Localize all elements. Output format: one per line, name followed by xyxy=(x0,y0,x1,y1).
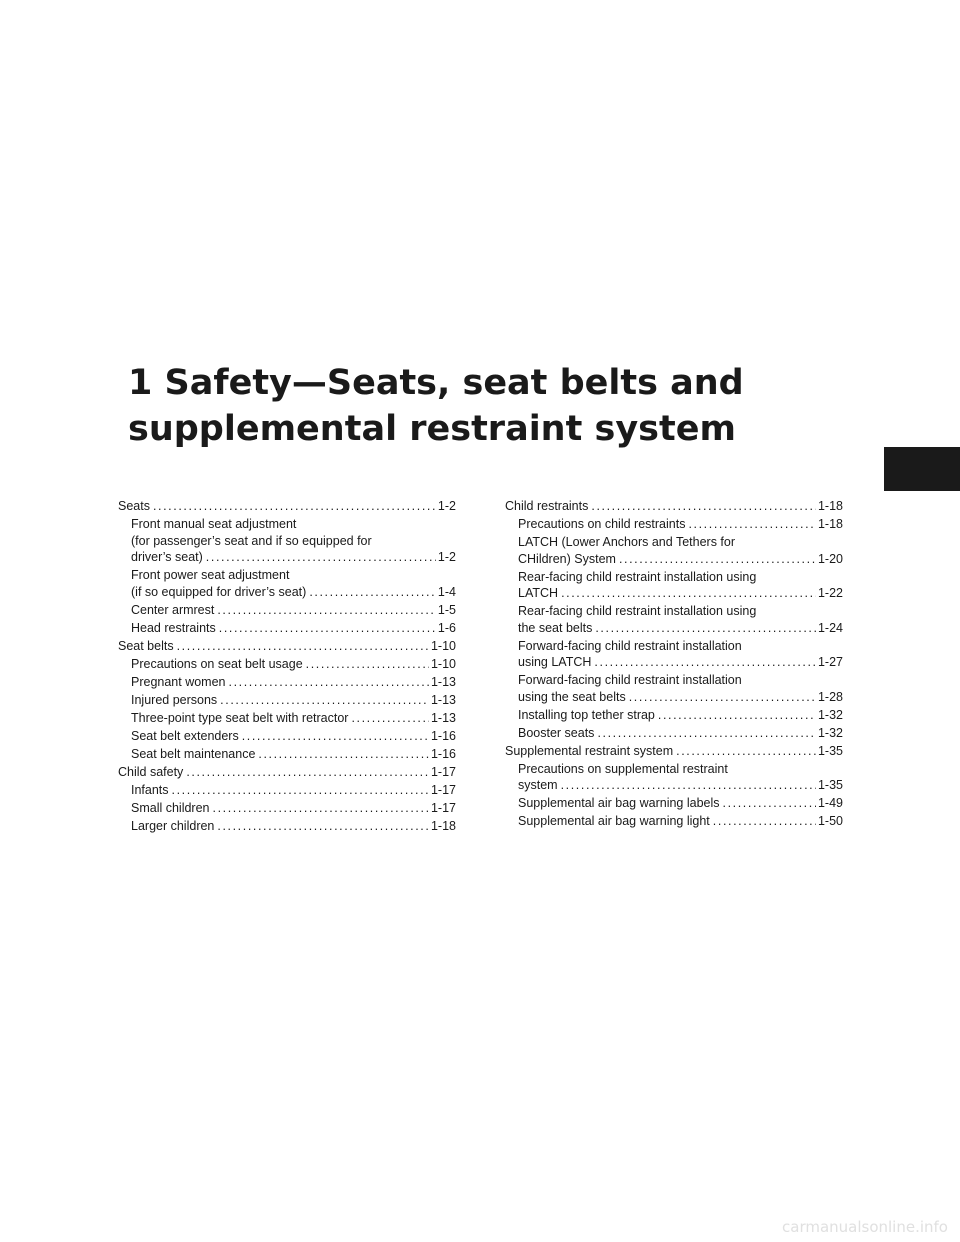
toc-entry[interactable] xyxy=(505,638,843,671)
toc-dot-leader xyxy=(619,551,816,568)
toc-entry-label: Seat belts xyxy=(118,638,174,653)
toc-page-number: 1-6 xyxy=(437,620,456,635)
toc-dot-leader xyxy=(309,584,436,601)
chapter-title xyxy=(128,360,828,452)
toc-page-number: 1-10 xyxy=(430,638,456,653)
toc-entry[interactable] xyxy=(505,761,843,794)
toc-dot-leader xyxy=(658,707,816,724)
toc-entry[interactable] xyxy=(118,728,456,745)
toc-page-number: 1-2 xyxy=(437,550,456,565)
toc-dot-leader xyxy=(688,516,816,533)
toc-dot-leader xyxy=(213,800,429,817)
toc-entry-label: Head restraints xyxy=(131,620,216,635)
toc-entry[interactable] xyxy=(505,569,843,602)
toc-page-number: 1-16 xyxy=(430,746,456,761)
toc-page-number: 1-16 xyxy=(430,728,456,743)
toc-entry-label: Larger children xyxy=(131,818,215,833)
toc-dot-leader xyxy=(177,638,429,655)
toc-dot-leader xyxy=(172,782,429,799)
toc-page-number: 1-17 xyxy=(430,800,456,815)
toc-entry[interactable] xyxy=(118,674,456,691)
toc-entry[interactable] xyxy=(505,498,843,515)
toc-entry[interactable] xyxy=(118,710,456,727)
toc-page-number: 1-24 xyxy=(817,620,843,635)
toc-entry-label: Installing top tether strap xyxy=(518,707,655,722)
toc-entry[interactable] xyxy=(505,707,843,724)
toc-page-number: 1-13 xyxy=(430,710,456,725)
chapter-tab-marker xyxy=(884,447,960,491)
toc-entry[interactable] xyxy=(118,800,456,817)
toc-page-number: 1-49 xyxy=(817,796,843,811)
toc-entry-label: Infants xyxy=(131,782,169,797)
toc-entry[interactable] xyxy=(118,516,456,566)
toc-dot-leader xyxy=(351,710,429,727)
toc-dot-leader xyxy=(217,818,429,835)
toc-entry-label: Supplemental restraint system xyxy=(505,743,674,758)
toc-entry[interactable] xyxy=(505,813,843,830)
toc-dot-leader xyxy=(594,654,816,671)
watermark: carmanualsonline.info xyxy=(782,1218,948,1236)
toc-dot-leader xyxy=(186,764,429,781)
toc-entry[interactable] xyxy=(118,498,456,515)
toc-page-number: 1-5 xyxy=(437,602,456,617)
toc-entry-label: (if so equipped for driver’s seat) xyxy=(131,584,307,599)
toc-page-number: 1-13 xyxy=(430,692,456,707)
toc-entry[interactable] xyxy=(118,818,456,835)
toc-entry-label: LATCH xyxy=(518,586,559,601)
toc-entry[interactable] xyxy=(505,672,843,705)
toc-entry-label: Three-point type seat belt with retractor xyxy=(131,710,349,725)
toc-entry-label: Child safety xyxy=(118,764,184,779)
toc-page-number: 1-2 xyxy=(437,499,456,513)
toc-page-number: 1-35 xyxy=(817,743,843,758)
chapter-title-line-2: supplemental restraint system xyxy=(128,409,736,449)
toc-entry-label: Precautions on child restraints xyxy=(518,516,686,531)
toc-entry-label: Seat belt extenders xyxy=(131,728,239,743)
toc-entry-label-line: (for passenger’s seat and if so equipped for xyxy=(131,533,372,548)
toc-entry[interactable] xyxy=(505,795,843,812)
toc-page-number: 1-20 xyxy=(817,551,843,566)
toc-dot-leader xyxy=(561,777,816,794)
toc-entry-label: Child restraints xyxy=(505,499,589,513)
toc-dot-leader xyxy=(220,692,429,709)
toc-dot-leader xyxy=(561,585,816,602)
toc-entry[interactable] xyxy=(118,567,456,600)
toc-page-number: 1-13 xyxy=(430,674,456,689)
toc-column-left xyxy=(118,498,456,836)
toc-entry[interactable] xyxy=(118,638,456,655)
toc-entry-label: Seats xyxy=(118,499,150,513)
toc-page-number: 1-50 xyxy=(817,814,843,829)
toc-entry[interactable] xyxy=(505,516,843,533)
toc-entry-label-line: Precautions on supplemental restraint xyxy=(518,761,728,776)
toc-dot-leader xyxy=(229,674,429,691)
chapter-title-line-1: 1 Safety—Seats, seat belts and xyxy=(128,363,744,403)
toc-entry-label: Booster seats xyxy=(518,725,595,740)
toc-dot-leader xyxy=(629,689,816,706)
toc-entry[interactable] xyxy=(118,656,456,673)
toc-entry-label-line: LATCH (Lower Anchors and Tethers for xyxy=(518,534,735,549)
toc-entry[interactable] xyxy=(118,620,456,637)
toc-page-number: 1-22 xyxy=(817,586,843,601)
toc-page-number: 1-18 xyxy=(817,499,843,513)
toc-dot-leader xyxy=(591,498,816,515)
toc-page-number: 1-17 xyxy=(430,764,456,779)
toc-entry[interactable] xyxy=(118,746,456,763)
toc-dot-leader xyxy=(153,498,436,515)
toc-entry-label: Precautions on seat belt usage xyxy=(131,656,303,671)
toc-dot-leader xyxy=(242,728,429,745)
toc-entry-label: driver’s seat) xyxy=(131,550,203,565)
toc-page-number: 1-28 xyxy=(817,689,843,704)
toc-entry-label-line: Front manual seat adjustment xyxy=(131,516,297,531)
toc-entry[interactable] xyxy=(118,782,456,799)
toc-entry-label: Supplemental air bag warning labels xyxy=(518,796,720,811)
toc-entry-label: the seat belts xyxy=(518,620,593,635)
toc-dot-leader xyxy=(595,620,816,637)
toc-dot-leader xyxy=(306,656,429,673)
toc-dot-leader xyxy=(219,620,436,637)
toc-entry[interactable] xyxy=(505,743,843,760)
toc-dot-leader xyxy=(597,725,816,742)
toc-dot-leader xyxy=(713,813,816,830)
toc-dot-leader xyxy=(676,743,816,760)
toc-dot-leader xyxy=(723,795,816,812)
toc-entry-label: Small children xyxy=(131,800,210,815)
toc-entry-label: Center armrest xyxy=(131,602,215,617)
toc-entry[interactable] xyxy=(505,603,843,636)
toc-page-number: 1-17 xyxy=(430,782,456,797)
toc-entry-label: system xyxy=(518,778,558,793)
toc-page-number: 1-35 xyxy=(817,778,843,793)
toc-entry[interactable] xyxy=(505,534,843,567)
toc-entry-label: CHildren) System xyxy=(518,551,616,566)
toc-entry-label-line: Rear-facing child restraint installation using xyxy=(518,604,757,619)
toc-entry-label-line: Forward-facing child restraint installation xyxy=(518,638,742,653)
toc-page-number: 1-32 xyxy=(817,707,843,722)
toc-page-number: 1-18 xyxy=(430,818,456,833)
toc-page-number: 1-4 xyxy=(437,584,456,599)
toc-entry-label: Seat belt maintenance xyxy=(131,746,256,761)
toc-entry-label: Supplemental air bag warning light xyxy=(518,814,710,829)
toc-page-number: 1-18 xyxy=(817,516,843,531)
toc-entry-label-line: Front power seat adjustment xyxy=(131,568,290,583)
toc-entry-label: using the seat belts xyxy=(518,689,626,704)
toc-entry-label: using LATCH xyxy=(518,655,592,670)
toc-page-number: 1-27 xyxy=(817,655,843,670)
toc-column-right xyxy=(505,498,843,831)
toc-entry-label-line: Rear-facing child restraint installation using xyxy=(518,569,757,584)
toc-dot-leader xyxy=(258,746,429,763)
toc-page-number: 1-10 xyxy=(430,656,456,671)
toc-dot-leader xyxy=(217,602,436,619)
toc-entry-label-line: Forward-facing child restraint installation xyxy=(518,673,742,688)
toc-entry-label: Pregnant women xyxy=(131,674,226,689)
toc-entry[interactable] xyxy=(118,764,456,781)
toc-entry[interactable] xyxy=(118,692,456,709)
toc-page-number: 1-32 xyxy=(817,725,843,740)
toc-entry[interactable] xyxy=(505,725,843,742)
toc-entry-label: Injured persons xyxy=(131,692,218,707)
toc-dot-leader xyxy=(206,549,436,566)
toc-entry[interactable] xyxy=(118,602,456,619)
